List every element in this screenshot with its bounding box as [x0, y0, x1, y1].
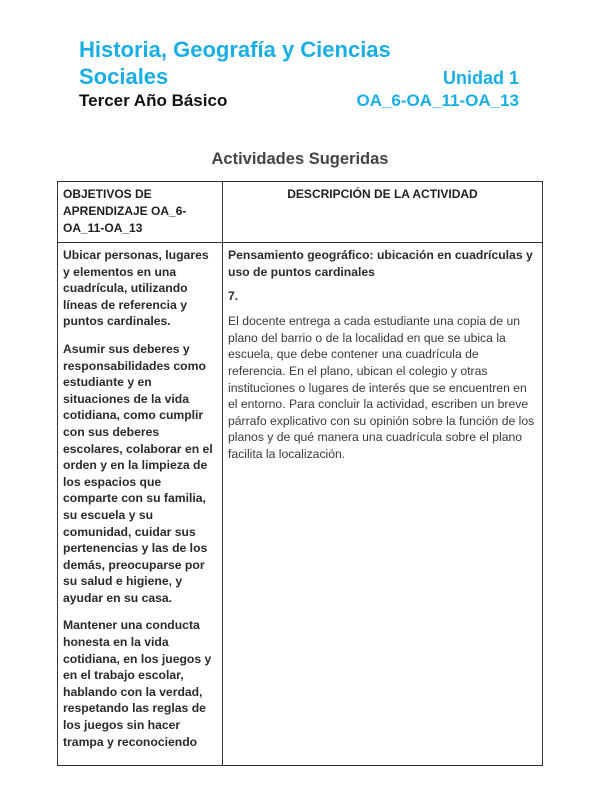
objectives-header: OBJETIVOS DE APRENDIZAJE OA_6-OA_11-OA_13: [58, 182, 223, 243]
objectives-cell: [58, 243, 223, 766]
subject-title-row2: [79, 63, 519, 90]
activity-number: 7.: [228, 289, 239, 304]
subject-title-line2: Sociales: [79, 64, 169, 89]
section-title: Actividades Sugeridas: [211, 150, 389, 168]
unit-label: Unidad 1: [442, 68, 519, 88]
grade-row: [79, 91, 519, 111]
table-header-row: [58, 182, 543, 243]
table-row: [58, 243, 543, 766]
activities-table: [57, 181, 543, 766]
activity-cell: [223, 243, 543, 766]
document-header: [79, 36, 519, 111]
subject-title-line1: Historia, Geografía y Ciencias: [79, 37, 391, 62]
objective-item: Asumir sus deberes y responsabilidades como estudiante y en situaciones de la vida cotidiana, como cumplir con sus deberes escolares, colaborar en el orden y en la limpieza de los espacios que comparte con su familia, su escuela y su comunidad, cuidar sus pertenencias y las de los demás, preocuparse por su salud e higiene, y ayudar en su casa.: [63, 341, 213, 605]
oa-codes-label: OA_6-OA_11-OA_13: [356, 91, 519, 110]
objective-item: Mantener una conducta honesta en la vida cotidiana, en los juegos y en el trabajo escolar, hablando con la verdad, respetando las reglas de los juegos sin hacer trampa y reconociendo: [63, 618, 212, 749]
activity-title: Pensamiento geográfico: ubicación en cuadrículas y uso de puntos cardinales: [228, 248, 533, 279]
grade-label: Tercer Año Básico: [79, 91, 228, 110]
objective-item: Ubicar personas, lugares y elementos en una cuadrícula, utilizando líneas de referencia y puntos cardinales.: [63, 248, 209, 329]
activity-description: El docente entrega a cada estudiante una copia de un plano del barrio o de la localidad en que se ubica la escuela, que debe contener una cuadrícula de referencia. En el plano, ubican el colegio y otras instituciones o lugares de interés que se encuentren en el entorno. Para concluir la actividad, escriben un breve párrafo explicativo con su opinión sobre la función de los planos y de qué manera una cuadrícula sobre el plano facilita la localización.: [228, 314, 535, 461]
activity-description-header: DESCRIPCIÓN DE LA ACTIVIDAD: [223, 182, 543, 243]
